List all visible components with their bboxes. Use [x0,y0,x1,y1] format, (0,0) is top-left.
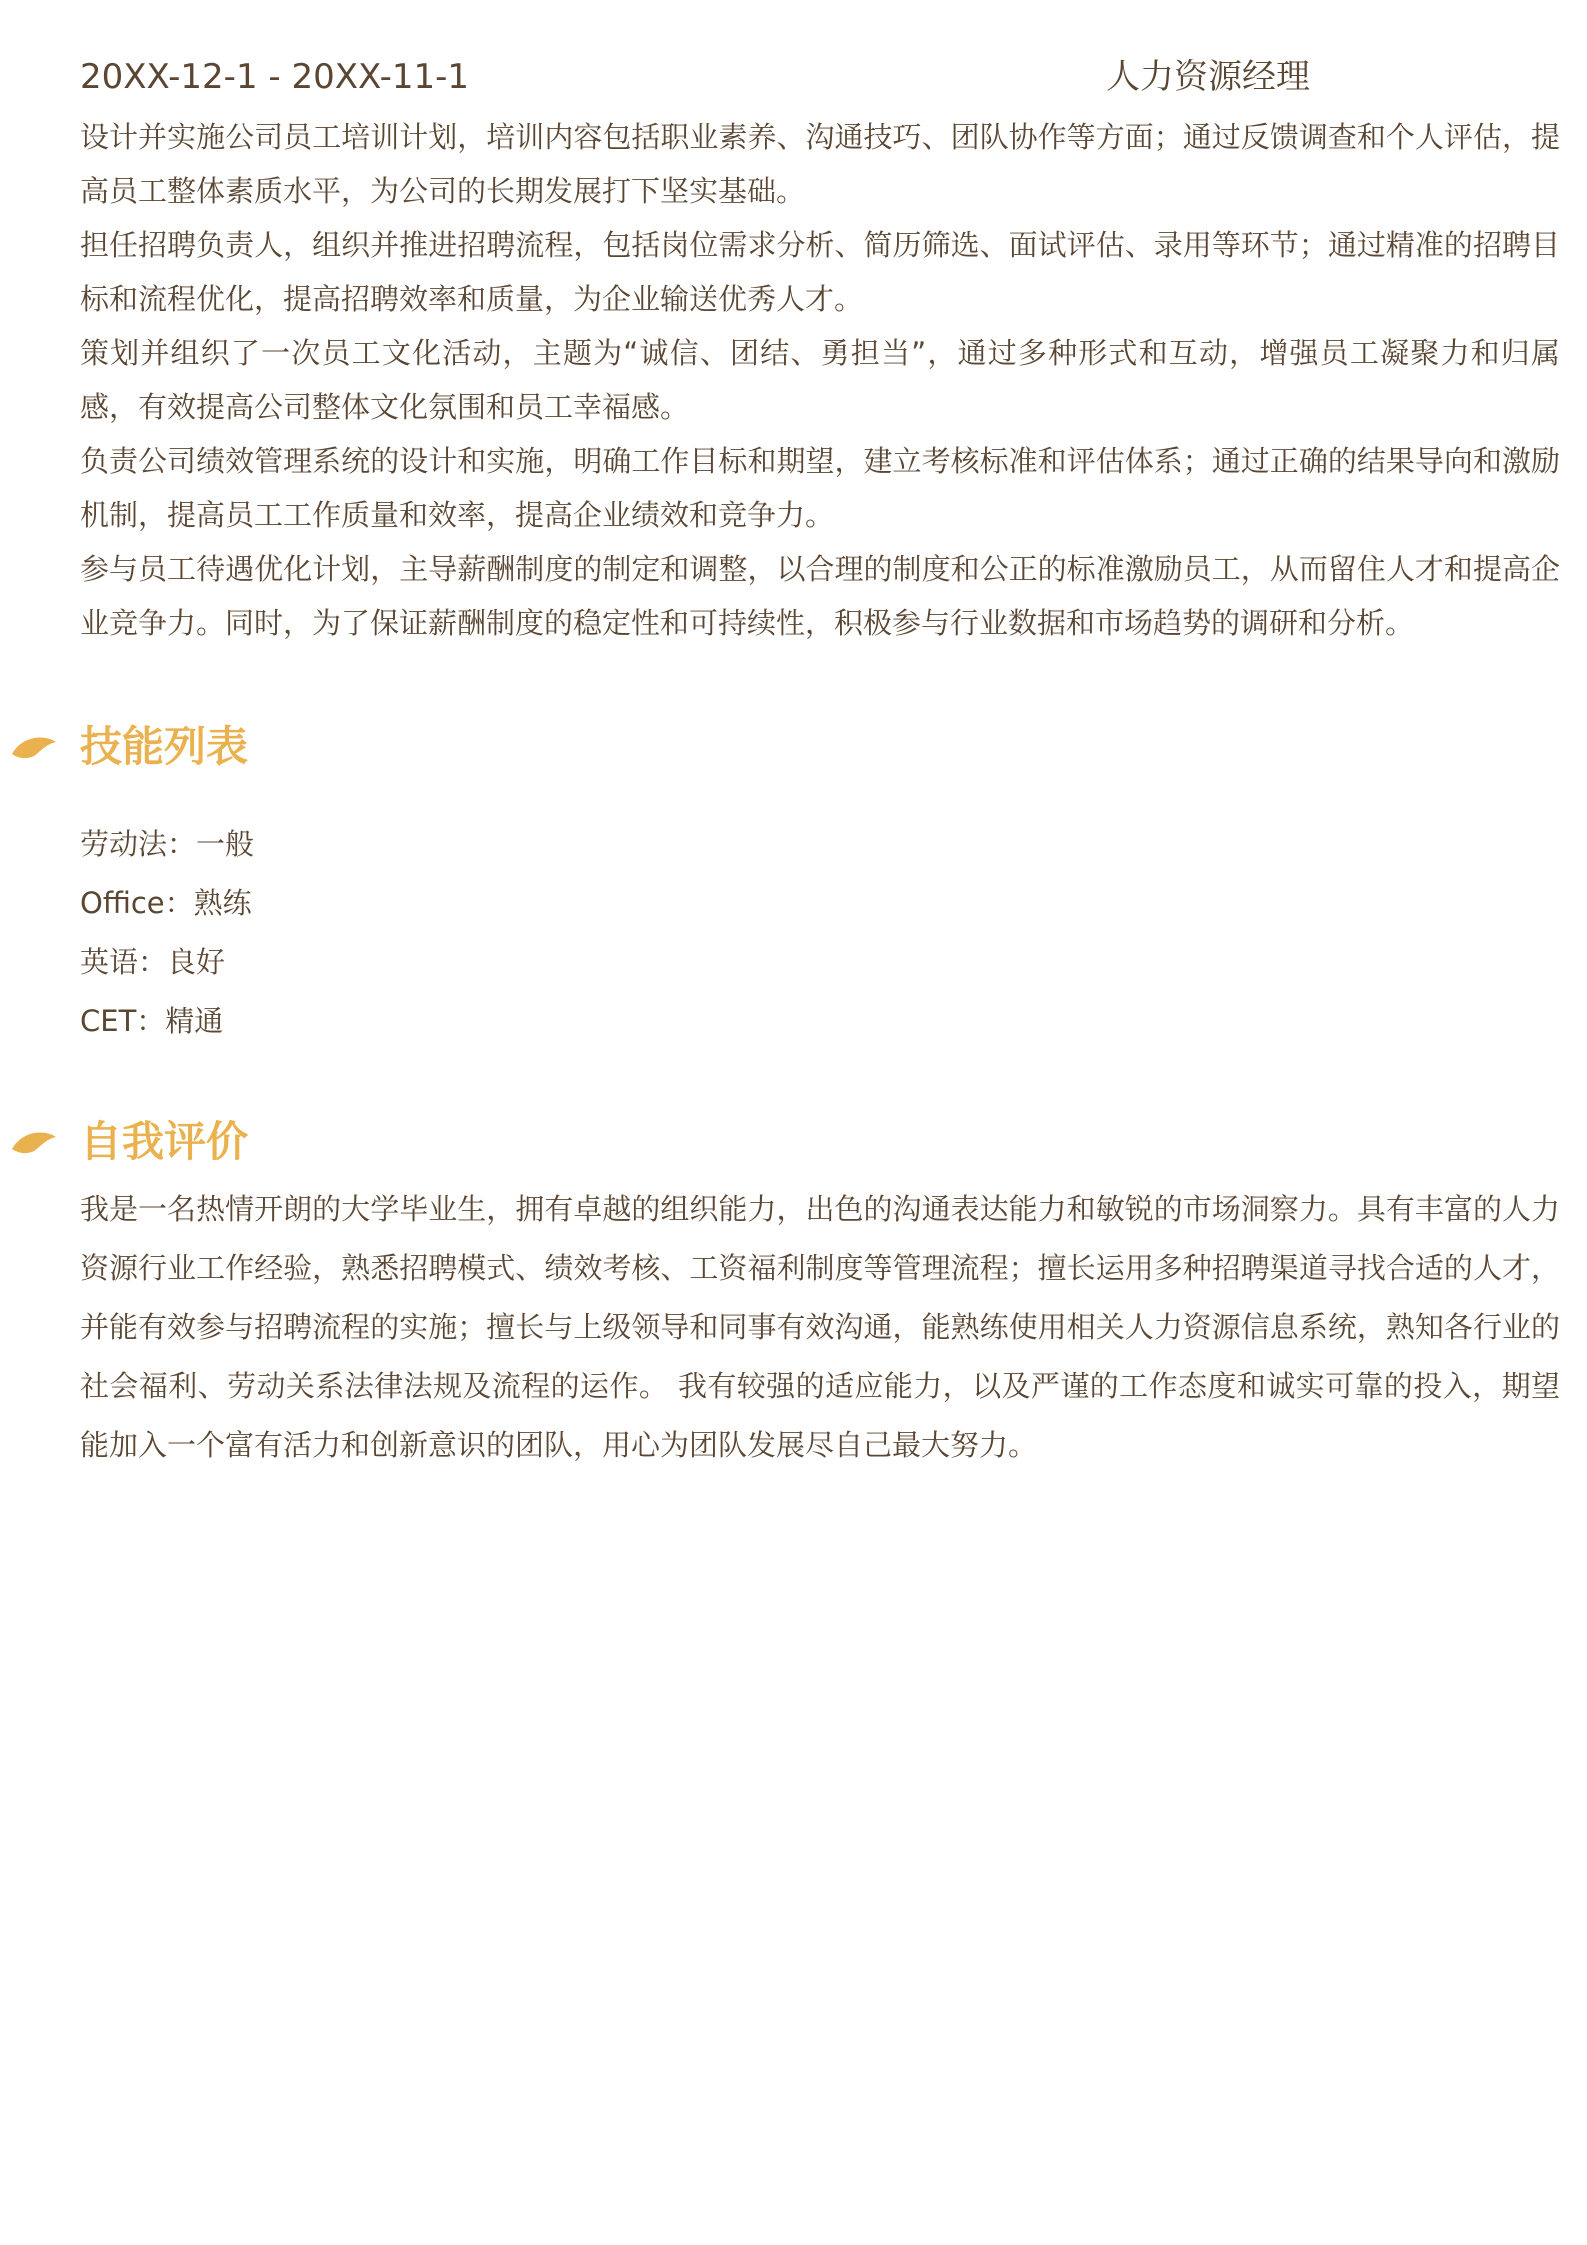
self-eval-text: 我是一名热情开朗的大学毕业生，拥有卓越的组织能力，出色的沟通表达能力和敏锐的市场洞察力。具有丰富的人力资源行业工作经验，熟悉招聘模式、绩效考核、工资福利制度等管理流程；擅长运用多种招聘渠道寻找合适的人才，并能有效参与招聘流程的实施；擅长与上级领导和同事有效沟通，能熟练使用相关人力资源信息系统，熟知各行业的社会福利、劳动关系法律法规及流程的运作。 我有较强的适应能力，以及严谨的工作态度和诚实可靠的投入，期望能加入一个富有活力和创新意识的团队，用心为团队发展尽自己最大努力。 [80,1192,1560,1462]
duty-item: 担任招聘负责人，组织并推进招聘流程，包括岗位需求分析、简历筛选、面试评估、录用等环节；通过精准的招聘目标和流程优化，提高招聘效率和质量，为企业输送优秀人才。 [80,228,1560,316]
skills-list [80,815,880,1051]
self-eval-body [80,1180,1560,1475]
leaf-icon [10,1127,58,1157]
skills-section-heading [10,712,510,782]
job-header [80,52,1560,102]
job-title: 人力资源经理 [1106,57,1310,97]
job-period: 20XX-12-1 - 20XX-11-1 [80,57,470,97]
duty-item: 策划并组织了一次员工文化活动，主题为“诚信、团结、勇担当”，通过多种形式和互动，增强员工凝聚力和归属感，有效提高公司整体文化氛围和员工幸福感。 [80,336,1560,424]
skill-item: CET：精通 [80,1004,224,1038]
skill-item: 英语：良好 [80,945,226,979]
job-duties [80,110,1560,650]
skills-section-title: 技能列表 [80,722,249,771]
skill-item: 劳动法：一般 [80,827,255,861]
leaf-icon [10,732,58,762]
duty-item: 负责公司绩效管理系统的设计和实施，明确工作目标和期望，建立考核标准和评估体系；通过正确的结果导向和激励机制，提高员工工作质量和效率，提高企业绩效和竞争力。 [80,444,1560,532]
skill-item: Office：熟练 [80,886,252,920]
self-eval-section-title: 自我评价 [80,1117,249,1166]
duty-item: 设计并实施公司员工培训计划，培训内容包括职业素养、沟通技巧、团队协作等方面；通过反馈调查和个人评估，提高员工整体素质水平，为公司的长期发展打下坚实基础。 [80,120,1560,208]
self-eval-section-heading [10,1107,510,1177]
duty-item: 参与员工待遇优化计划，主导薪酬制度的制定和调整，以合理的制度和公正的标准激励员工，从而留住人才和提高企业竞争力。同时，为了保证薪酬制度的稳定性和可持续性，积极参与行业数据和市场趋势的调研和分析。 [80,552,1560,640]
